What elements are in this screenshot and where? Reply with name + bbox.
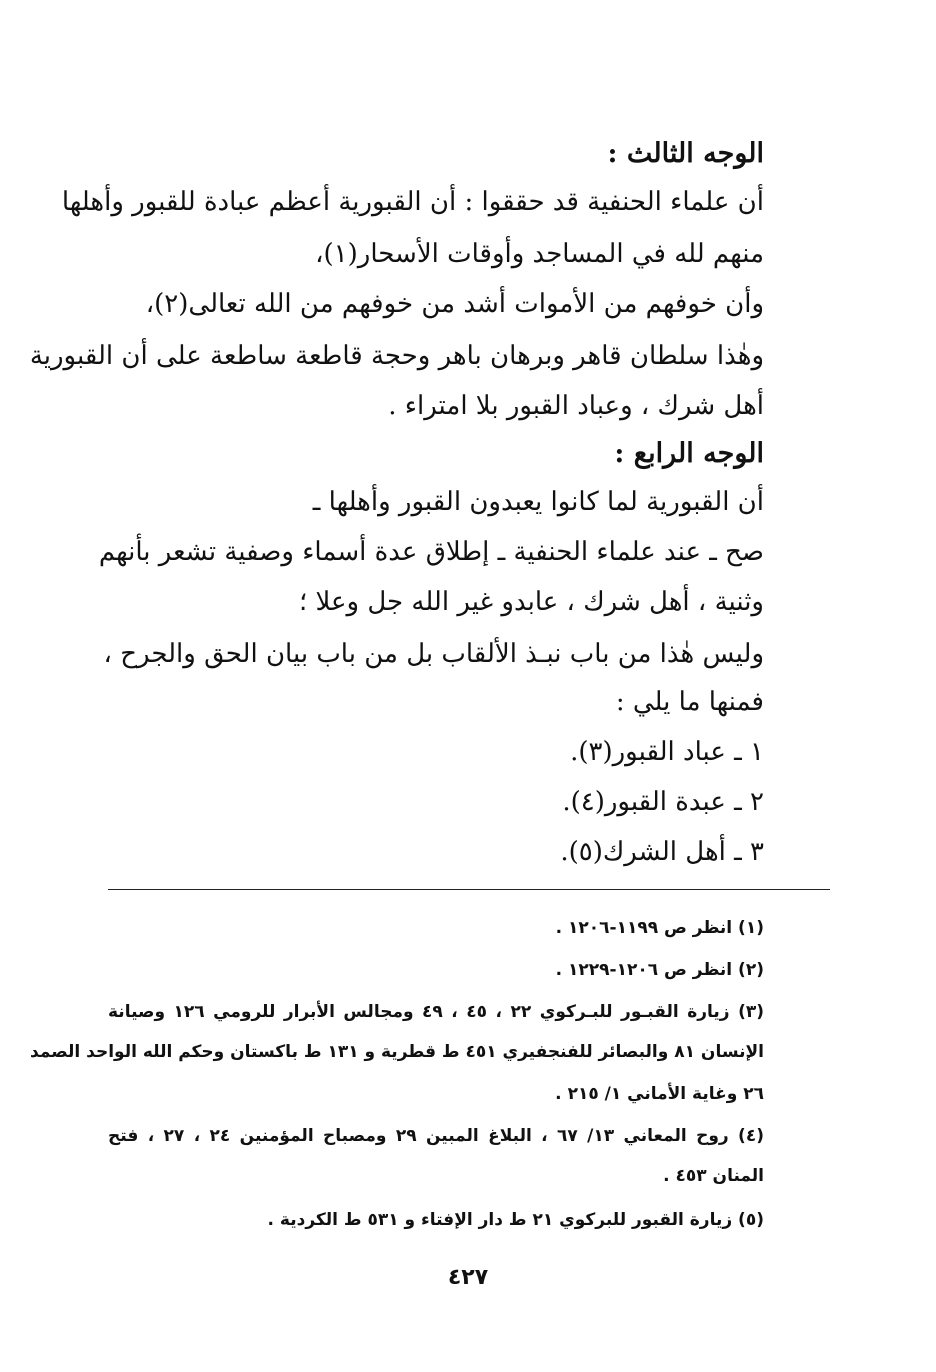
- footnote: (٥) زيارة القبور للبركوي ٢١ ط دار الإفتاء و ٥٣١ ط الكردية .: [267, 1210, 764, 1230]
- list-item: ٢ ـ عبدة القبور(٤).: [562, 787, 764, 817]
- footnote: (٣) زيارة القبـور للبـركوي ٢٢ ، ٤٥ ، ٤٩ ومجالس الأبرار للرومي ١٢٦ وصيانة: [108, 1002, 765, 1022]
- footnote: (٢) انظر ص ١٢٠٦-١٢٢٩ .: [555, 960, 764, 980]
- list-item: ١ ـ عباد القبور(٣).: [570, 737, 764, 767]
- footnote: الإنسان ٨١ والبصائر للفنجفيري ٤٥١ ط قطرية و ١٣١ ط باكستان وحكم الله الواحد الصمد: [30, 1042, 764, 1062]
- page-number: ٤٢٧: [447, 1265, 489, 1290]
- paragraph-line: فمنها ما يلي :: [615, 687, 764, 717]
- paragraph-line: وهٰذا سلطان قاهر وبرهان باهر وحجة قاطعة ساطعة على أن القبورية: [29, 341, 764, 371]
- paragraph-line: أن القبورية لما كانوا يعبدون القبور وأهلها ـ: [312, 487, 764, 517]
- section-heading-fourth: الوجه الرابع :: [614, 438, 764, 469]
- footnote-divider: [108, 889, 830, 890]
- paragraph-line: أهل شرك ، وعباد القبور بلا امتراء .: [388, 391, 764, 421]
- footnote: (٤) روح المعاني ١٣/ ٦٧ ، البلاغ المبين ٢٩ ومصباح المؤمنين ٢٤ ، ٢٧ ، فتح: [108, 1126, 764, 1146]
- paragraph-line: وأن خوفهم من الأموات أشد من خوفهم من الله تعالى(٢)،: [145, 289, 764, 319]
- paragraph-line: صح ـ عند علماء الحنفية ـ إطلاق عدة أسماء وصفية تشعر بأنهم: [98, 537, 764, 567]
- list-item: ٣ ـ أهل الشرك(٥).: [560, 837, 764, 867]
- paragraph-line: وثنية ، أهل شرك ، عابدو غير الله جل وعلا ؛: [298, 587, 764, 617]
- paragraph-line: منهم لله في المساجد وأوقات الأسحار(١)،: [315, 239, 764, 269]
- footnote: ٢٦ وغاية الأماني ١/ ٢١٥ .: [555, 1084, 764, 1104]
- paragraph-line: أن علماء الحنفية قد حققوا : أن القبورية أعظم عبادة للقبور وأهلها: [61, 187, 764, 217]
- footnote: المنان ٤٥٣ .: [663, 1166, 764, 1186]
- section-heading-third: الوجه الثالث :: [607, 138, 764, 169]
- paragraph-line: وليس هٰذا من باب نبـذ الألقاب بل من باب بيان الحق والجرح ،: [103, 639, 764, 669]
- footnote: (١) انظر ص ١١٩٩-١٢٠٦ .: [555, 918, 764, 938]
